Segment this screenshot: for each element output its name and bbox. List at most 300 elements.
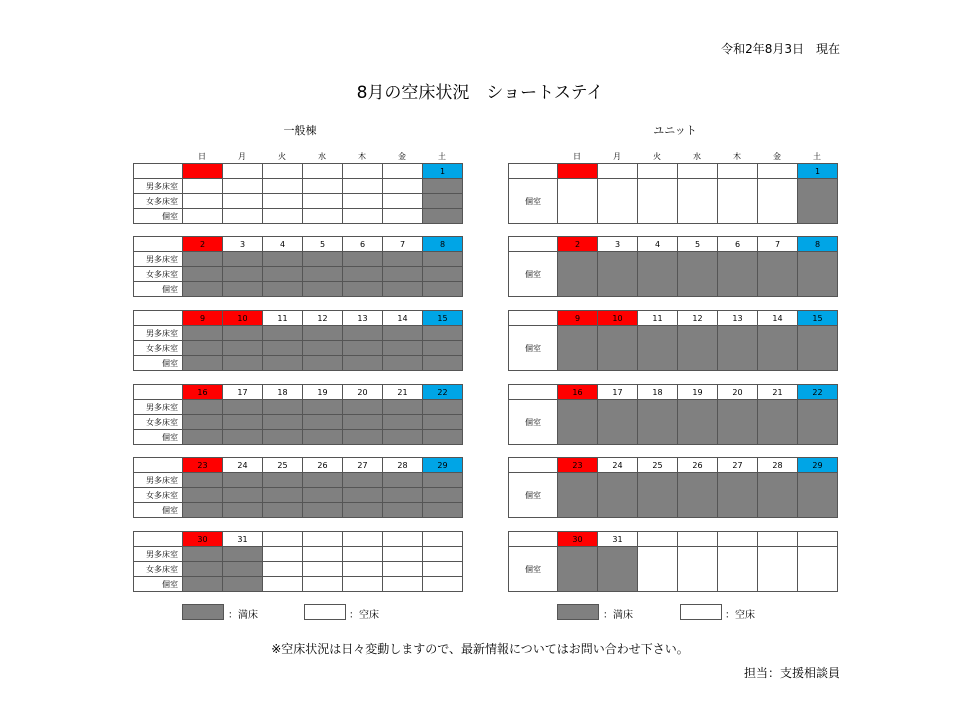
full-cell (183, 326, 223, 341)
full-cell (678, 400, 718, 445)
date-cell: 4 (263, 237, 303, 252)
room-type-label: 女多床室 (134, 415, 183, 430)
full-cell (183, 473, 223, 488)
vacant-cell (183, 179, 223, 194)
legend-full-label-unit: ：満床 (603, 610, 633, 621)
vacant-cell (303, 562, 343, 577)
date-cell: 10 (598, 311, 638, 326)
full-cell (758, 252, 798, 297)
general-week-block (133, 310, 463, 371)
vacant-cell (798, 547, 838, 592)
full-cell (183, 577, 223, 592)
full-cell (423, 326, 463, 341)
general-week-block (133, 457, 463, 518)
date-cell: 9 (183, 311, 223, 326)
date-cell (423, 532, 463, 547)
weekday-label: 月 (238, 152, 246, 161)
vacant-cell (383, 547, 423, 562)
date-label: 令和2年8月3日 現在 (721, 42, 840, 56)
full-cell (343, 503, 383, 518)
date-cell (303, 164, 343, 179)
date-cell (343, 164, 383, 179)
vacant-cell (718, 547, 758, 592)
full-cell (423, 430, 463, 445)
full-cell (598, 473, 638, 518)
date-cell (798, 532, 838, 547)
full-cell (223, 341, 263, 356)
full-cell (423, 179, 463, 194)
room-type-label: 個室 (134, 577, 183, 592)
date-row-label (509, 385, 558, 400)
full-cell (223, 547, 263, 562)
full-cell (758, 326, 798, 371)
vacant-cell (303, 194, 343, 209)
full-cell (678, 252, 718, 297)
full-cell (223, 267, 263, 282)
unit-week-block (508, 531, 838, 592)
full-cell (718, 400, 758, 445)
unit-title: ユニット (653, 124, 697, 137)
date-cell: 21 (758, 385, 798, 400)
full-cell (343, 488, 383, 503)
full-cell (383, 326, 423, 341)
date-cell (263, 164, 303, 179)
full-cell (303, 415, 343, 430)
date-cell (718, 164, 758, 179)
full-cell (223, 473, 263, 488)
full-cell (383, 503, 423, 518)
vacant-cell (343, 547, 383, 562)
vacant-cell (678, 179, 718, 224)
date-cell (343, 532, 383, 547)
full-cell (303, 356, 343, 371)
room-type-label: 女多床室 (134, 562, 183, 577)
full-cell (303, 252, 343, 267)
unit-week-block (508, 236, 838, 297)
room-type-label: 個室 (134, 356, 183, 371)
legend-full-label: ：満床 (228, 610, 258, 621)
full-cell (183, 400, 223, 415)
full-cell (638, 326, 678, 371)
room-type-label: 個室 (134, 430, 183, 445)
weekday-label: 水 (318, 152, 326, 161)
full-cell (343, 282, 383, 297)
full-cell (423, 488, 463, 503)
full-cell (758, 400, 798, 445)
date-cell (758, 532, 798, 547)
full-cell (303, 473, 343, 488)
full-cell (263, 252, 303, 267)
full-cell (303, 503, 343, 518)
full-cell (558, 252, 598, 297)
full-cell (223, 400, 263, 415)
vacant-cell (303, 577, 343, 592)
full-cell (423, 503, 463, 518)
full-cell (223, 577, 263, 592)
date-cell: 10 (223, 311, 263, 326)
legend-empty-label: ：空床 (349, 610, 379, 621)
date-cell: 22 (798, 385, 838, 400)
full-cell (183, 415, 223, 430)
legend-empty-label-unit: ：空床 (725, 610, 755, 621)
full-cell (343, 473, 383, 488)
full-cell (598, 547, 638, 592)
vacant-cell (223, 194, 263, 209)
vacant-cell (383, 209, 423, 224)
date-cell: 29 (798, 458, 838, 473)
date-cell: 19 (303, 385, 343, 400)
date-cell: 6 (343, 237, 383, 252)
room-type-label: 個室 (509, 252, 558, 297)
full-cell (223, 503, 263, 518)
date-cell (223, 164, 263, 179)
legend-empty-swatch-unit (680, 604, 722, 620)
full-cell (638, 473, 678, 518)
general-week-block (133, 384, 463, 445)
vacant-cell (183, 194, 223, 209)
unit-week-block (508, 310, 838, 371)
full-cell (263, 488, 303, 503)
date-cell: 26 (303, 458, 343, 473)
date-cell: 6 (718, 237, 758, 252)
date-row-label (509, 532, 558, 547)
date-cell: 31 (223, 532, 263, 547)
full-cell (383, 341, 423, 356)
vacant-cell (678, 547, 718, 592)
weekday-label: 金 (773, 152, 781, 161)
full-cell (758, 473, 798, 518)
room-type-label: 個室 (134, 282, 183, 297)
full-cell (798, 400, 838, 445)
full-cell (303, 341, 343, 356)
full-cell (343, 430, 383, 445)
full-cell (798, 326, 838, 371)
date-cell: 18 (263, 385, 303, 400)
full-cell (263, 341, 303, 356)
vacant-cell (423, 547, 463, 562)
full-cell (303, 282, 343, 297)
full-cell (223, 488, 263, 503)
full-cell (798, 473, 838, 518)
room-type-label: 女多床室 (134, 194, 183, 209)
vacant-cell (263, 194, 303, 209)
vacant-cell (423, 562, 463, 577)
full-cell (183, 341, 223, 356)
date-cell: 15 (798, 311, 838, 326)
full-cell (638, 400, 678, 445)
full-cell (343, 326, 383, 341)
date-cell (678, 532, 718, 547)
date-cell: 22 (423, 385, 463, 400)
date-cell: 8 (423, 237, 463, 252)
full-cell (423, 209, 463, 224)
vacant-cell (758, 547, 798, 592)
date-cell: 30 (183, 532, 223, 547)
full-cell (223, 356, 263, 371)
date-cell: 20 (718, 385, 758, 400)
date-cell: 20 (343, 385, 383, 400)
unit-week-block (508, 457, 838, 518)
date-cell: 23 (558, 458, 598, 473)
full-cell (263, 400, 303, 415)
full-cell (343, 356, 383, 371)
full-cell (183, 430, 223, 445)
full-cell (598, 252, 638, 297)
full-cell (183, 252, 223, 267)
room-type-label: 男多床室 (134, 400, 183, 415)
date-cell: 7 (758, 237, 798, 252)
date-cell: 8 (798, 237, 838, 252)
room-type-label: 男多床室 (134, 473, 183, 488)
full-cell (183, 356, 223, 371)
date-cell: 2 (558, 237, 598, 252)
full-cell (423, 267, 463, 282)
full-cell (638, 252, 678, 297)
date-cell (598, 164, 638, 179)
vacant-cell (758, 179, 798, 224)
full-cell (558, 326, 598, 371)
vacant-cell (383, 562, 423, 577)
vacant-cell (343, 179, 383, 194)
full-cell (558, 547, 598, 592)
date-cell: 17 (598, 385, 638, 400)
full-cell (798, 252, 838, 297)
unit-week-block (508, 384, 838, 445)
date-cell: 14 (383, 311, 423, 326)
date-row-label (509, 237, 558, 252)
date-row-label (134, 237, 183, 252)
vacant-cell (598, 179, 638, 224)
date-cell (263, 532, 303, 547)
date-cell: 13 (718, 311, 758, 326)
notice-text: ※空床状況は日々変動しますので、最新情報についてはお問い合わせ下さい。 (271, 642, 689, 656)
date-cell (558, 164, 598, 179)
date-cell: 1 (423, 164, 463, 179)
date-row-label (509, 458, 558, 473)
vacant-cell (558, 179, 598, 224)
date-cell: 27 (718, 458, 758, 473)
full-cell (343, 400, 383, 415)
vacant-cell (263, 547, 303, 562)
full-cell (383, 473, 423, 488)
room-type-label: 個室 (509, 547, 558, 592)
date-cell: 13 (343, 311, 383, 326)
weekday-label: 土 (438, 152, 446, 161)
full-cell (183, 488, 223, 503)
date-cell: 21 (383, 385, 423, 400)
date-cell: 27 (343, 458, 383, 473)
full-cell (223, 326, 263, 341)
date-cell: 1 (798, 164, 838, 179)
date-cell (383, 532, 423, 547)
vacant-cell (718, 179, 758, 224)
full-cell (263, 326, 303, 341)
date-row-label (134, 164, 183, 179)
date-cell: 3 (598, 237, 638, 252)
date-cell: 29 (423, 458, 463, 473)
weekday-label: 木 (358, 152, 366, 161)
date-cell: 7 (383, 237, 423, 252)
date-cell: 16 (558, 385, 598, 400)
vacant-cell (423, 577, 463, 592)
date-row-label (134, 532, 183, 547)
vacant-cell (263, 577, 303, 592)
full-cell (263, 430, 303, 445)
room-type-label: 男多床室 (134, 547, 183, 562)
date-cell: 17 (223, 385, 263, 400)
date-cell (678, 164, 718, 179)
vacant-cell (263, 209, 303, 224)
general-week-block (133, 163, 463, 224)
full-cell (423, 356, 463, 371)
weekday-label: 土 (813, 152, 821, 161)
vacant-cell (303, 547, 343, 562)
full-cell (183, 267, 223, 282)
date-cell: 28 (758, 458, 798, 473)
date-cell (383, 164, 423, 179)
date-cell: 26 (678, 458, 718, 473)
full-cell (223, 282, 263, 297)
full-cell (223, 562, 263, 577)
date-cell: 30 (558, 532, 598, 547)
date-cell (303, 532, 343, 547)
full-cell (558, 473, 598, 518)
vacant-cell (303, 209, 343, 224)
date-cell: 12 (303, 311, 343, 326)
contact-text: 担当：支援相談員 (743, 666, 840, 680)
full-cell (303, 400, 343, 415)
full-cell (598, 326, 638, 371)
full-cell (183, 547, 223, 562)
vacant-cell (303, 179, 343, 194)
full-cell (343, 267, 383, 282)
full-cell (263, 415, 303, 430)
date-cell: 25 (638, 458, 678, 473)
vacant-cell (263, 179, 303, 194)
weekday-label: 日 (198, 152, 206, 161)
general-week-block (133, 531, 463, 592)
weekday-label: 水 (693, 152, 701, 161)
full-cell (718, 473, 758, 518)
vacant-cell (183, 209, 223, 224)
date-cell: 28 (383, 458, 423, 473)
date-cell: 3 (223, 237, 263, 252)
full-cell (423, 400, 463, 415)
date-cell (638, 164, 678, 179)
date-cell: 16 (183, 385, 223, 400)
vacant-cell (638, 179, 678, 224)
date-row-label (134, 385, 183, 400)
date-cell: 4 (638, 237, 678, 252)
full-cell (303, 488, 343, 503)
weekday-label: 火 (653, 152, 661, 161)
full-cell (383, 415, 423, 430)
date-cell: 19 (678, 385, 718, 400)
vacant-cell (223, 179, 263, 194)
date-row-label (509, 164, 558, 179)
full-cell (678, 326, 718, 371)
full-cell (423, 194, 463, 209)
date-row-label (134, 311, 183, 326)
weekday-label: 金 (398, 152, 406, 161)
vacant-cell (383, 194, 423, 209)
full-cell (598, 400, 638, 445)
full-cell (383, 282, 423, 297)
date-cell: 24 (223, 458, 263, 473)
vacant-cell (223, 209, 263, 224)
full-cell (263, 356, 303, 371)
date-cell: 2 (183, 237, 223, 252)
full-cell (423, 415, 463, 430)
full-cell (718, 252, 758, 297)
room-type-label: 男多床室 (134, 179, 183, 194)
date-cell: 11 (263, 311, 303, 326)
room-type-label: 個室 (509, 179, 558, 224)
date-cell: 31 (598, 532, 638, 547)
full-cell (678, 473, 718, 518)
full-cell (263, 282, 303, 297)
date-cell: 5 (303, 237, 343, 252)
weekday-header-unit (508, 150, 837, 163)
legend-empty-swatch (304, 604, 346, 620)
room-type-label: 個室 (509, 400, 558, 445)
full-cell (343, 415, 383, 430)
room-type-label: 個室 (134, 209, 183, 224)
room-type-label: 個室 (134, 503, 183, 518)
vacant-cell (383, 179, 423, 194)
vacant-cell (638, 547, 678, 592)
room-type-label: 個室 (509, 473, 558, 518)
vacant-cell (343, 577, 383, 592)
room-type-label: 女多床室 (134, 341, 183, 356)
full-cell (383, 356, 423, 371)
full-cell (223, 430, 263, 445)
date-row-label (134, 458, 183, 473)
date-cell: 23 (183, 458, 223, 473)
date-cell: 25 (263, 458, 303, 473)
full-cell (718, 326, 758, 371)
full-cell (383, 488, 423, 503)
full-cell (423, 282, 463, 297)
full-cell (303, 430, 343, 445)
vacant-cell (343, 194, 383, 209)
vacant-cell (263, 562, 303, 577)
legend-full-swatch-unit (557, 604, 599, 620)
full-cell (263, 503, 303, 518)
full-cell (343, 252, 383, 267)
room-type-label: 男多床室 (134, 326, 183, 341)
full-cell (183, 562, 223, 577)
full-cell (558, 400, 598, 445)
full-cell (383, 252, 423, 267)
weekday-label: 月 (613, 152, 621, 161)
full-cell (383, 430, 423, 445)
vacant-cell (343, 209, 383, 224)
unit-week-block (508, 163, 838, 224)
full-cell (263, 473, 303, 488)
weekday-label: 火 (278, 152, 286, 161)
date-cell (183, 164, 223, 179)
date-cell (718, 532, 758, 547)
date-cell: 5 (678, 237, 718, 252)
date-cell: 24 (598, 458, 638, 473)
full-cell (303, 267, 343, 282)
room-type-label: 個室 (509, 326, 558, 371)
date-cell: 18 (638, 385, 678, 400)
weekday-label: 木 (733, 152, 741, 161)
date-cell: 14 (758, 311, 798, 326)
date-cell (638, 532, 678, 547)
